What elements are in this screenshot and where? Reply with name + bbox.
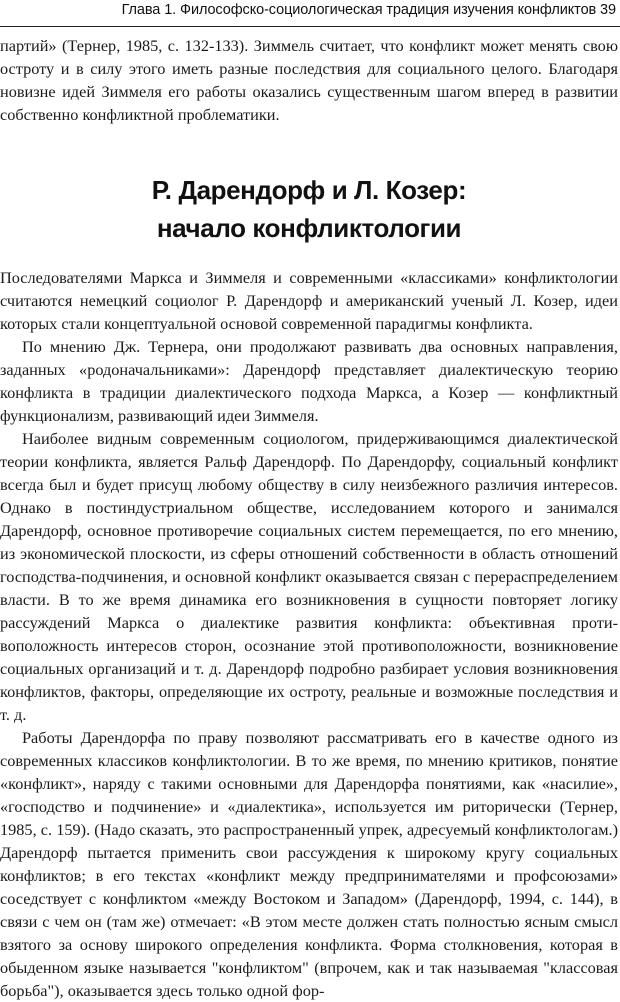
header-rule	[0, 26, 620, 27]
body-text	[0, 34, 618, 1002]
continuation-paragraph: партий» (Тернер, 1985, с. 132-133). Зиммель считает, что конфликт может менять свою остроту и в силу этого иметь разные последствия для социального целого. Благодаря новизне идей Зиммеля его работы оказались существенным шагом вперед в развитии собственно конфликтной проблематики.	[0, 36, 618, 124]
paragraph: Наиболее видным современным социологом, придерживающимся диалектической теории конфликта, является Ральф Дарендорф. По Дарендорфу, социальный конфликт всегда был и будет присущ любому обществу в силу неизбежного различия интересов. Однако в постиндустриальном обществе, исследованием которого и занимался Дарендорф, основное противоречие социальных систем перемещается, по его мнению, из экономической плоскости, из сферы отношений собственности в область отношений господства-подчинения, и основной конфликт оказывается связан с перераспределением власти. В то же время динамика его возникновения в сущности повторяет логику рассуждений Маркса о диалектике развития конфликта: объективная противоположность интересов сторон, осознание этой противоположности, возникновение социальных организаций и т. д. Дарендорф подробно разбирает условия возникновения конфликтов, факторы, определяющие их остроту, реальные и возможные последствия и т. д.	[0, 429, 618, 724]
paragraph: По мнению Дж. Тернера, они продолжают развивать два основных направления, заданных «родоначальниками»: Дарендорф представляет диалектическую теорию конфликта в традиции диалектического подхода Маркса, а Козер — конфликтный функционализм, развивающий идеи Зиммеля.	[0, 337, 618, 425]
running-header: Глава 1. Философско-социологическая традиция изучения конфликтов 39	[121, 2, 616, 18]
paragraph: Работы Дарендорфа по праву позволяют рассматривать его в качестве одного из современных классиков конфликтологии. В то же время, по мнению критиков, понятие «конфликт», наряду с такими основными для Дарендорфа понятиями, как «насилие», «господство и подчинение» и «диалектика», используется им риторически (Тернер, 1985, с. 159). (Надо сказать, это распространенный упрек, адресуемый конфликтологам.) Дарендорф пытается применить свои рассуждения к широкому кругу социальных конфликтов; в его текстах «конфликт между предпринимателями и профсоюзами» соседствует с конфликтом «между Востоком и Западом» (Дарендорф, 1994, с. 144), в связи с чем он (там же) отмечает: «В этом месте должен стать полностью ясным смысл взятого за основу широкого определения конфликта. Форма столкновения, которая в обыденном языке называется "конфликтом" (впрочем, как и так называемая "классовая борьба"), оказывается здесь только одной фор-	[0, 728, 618, 1000]
paragraph: Последователями Маркса и Зиммеля и современными «классиками» конфликтологии считаются немецкий социолог Р. Дарендорф и американский ученый Л. Козер, идеи которых стали концептуальной основой современной парадигмы конфликта.	[0, 268, 618, 333]
section-heading	[0, 171, 618, 247]
section-heading-line-1: Р. Дарендорф и Л. Козер:	[151, 175, 467, 205]
section-heading-line-2: начало конфликтологии	[156, 213, 462, 243]
